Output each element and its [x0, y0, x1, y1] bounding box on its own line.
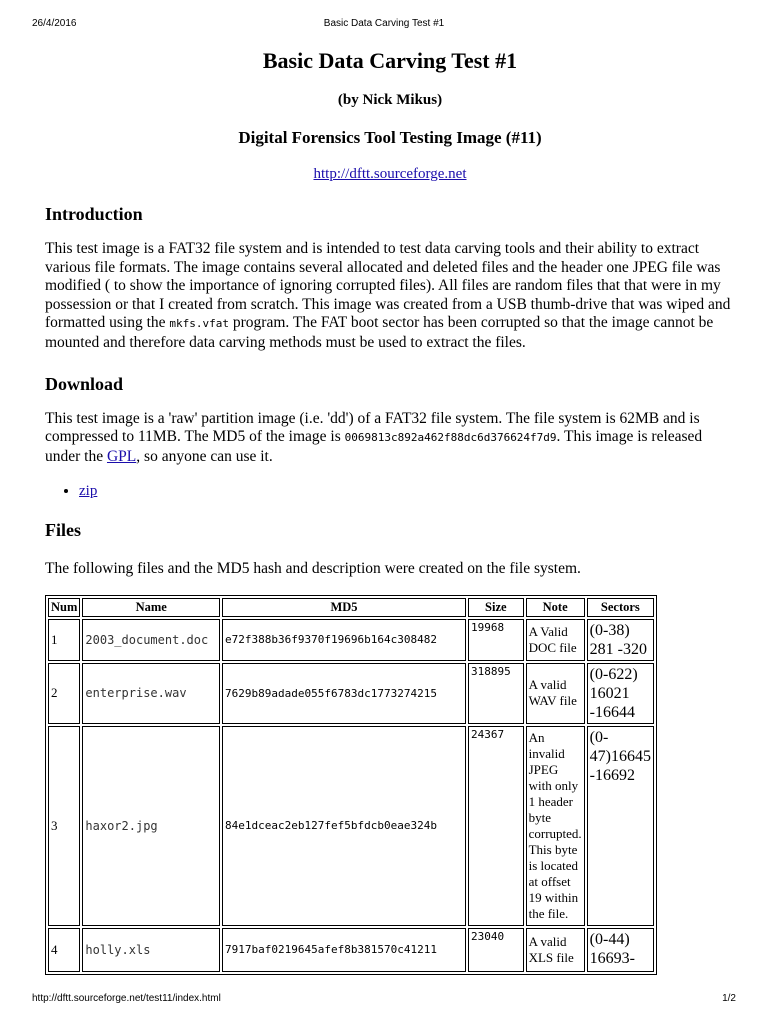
- subtitle: Digital Forensics Tool Testing Image (#11): [238, 128, 542, 147]
- column-header-sectors: Sectors: [587, 598, 654, 617]
- column-header-size: Size: [468, 598, 524, 617]
- intro-text-1: This test image is a FAT32 file system and is intended to test data carving tools and their ability to extract various file formats. The image contains several allocated and deleted files and the header one JPEG file was modified ( to show the importance of ignoring corrupted files). All files are random files that that were in my possession or that I created from scratch. This image was created from a USB thumb-drive that was wiped and formatted using the: [45, 240, 731, 332]
- download-paragraph: [45, 410, 735, 467]
- cell-sectors: (0-47)16645 -16692: [587, 726, 654, 926]
- page-number: 1/2: [722, 993, 736, 1004]
- cell-md5: 7629b89adade055f6783dc1773274215: [222, 663, 466, 724]
- list-item: [79, 481, 735, 501]
- files-table: [45, 595, 657, 975]
- table-row: [48, 928, 654, 972]
- print-header: [32, 18, 736, 32]
- table-header-row: [48, 598, 654, 617]
- download-text-1: This test image is a 'raw' partition image (i.e. 'dd') of a FAT32 file system. The file system is 62MB and is compressed to 11MB. The MD5 of the image is: [45, 409, 700, 446]
- print-title: Basic Data Carving Test #1: [323, 18, 445, 29]
- cell-num: 2: [48, 663, 80, 724]
- cell-name: 2003_document.doc: [82, 619, 220, 661]
- cell-name: holly.xls: [82, 928, 220, 972]
- image-md5: 0069813c892a462f88dc6d376624f7d9: [344, 431, 557, 445]
- files-intro: The following files and the MD5 hash and description were created on the file system.: [45, 560, 581, 578]
- cell-md5: e72f388b36f9370f19696b164c308482: [222, 619, 466, 661]
- print-footer: [32, 993, 736, 1007]
- cell-num: 3: [48, 726, 80, 926]
- files-heading: Files: [45, 520, 81, 541]
- download-list: [45, 481, 735, 501]
- cell-name: haxor2.jpg: [82, 726, 220, 926]
- cell-sectors: (0-38) 281 -320: [587, 619, 654, 661]
- cell-sectors: (0-622) 16021 -16644: [587, 663, 654, 724]
- column-header-num: Num: [48, 598, 80, 617]
- site-link[interactable]: http://dftt.sourceforge.net: [313, 166, 467, 182]
- column-header-md5: MD5: [222, 598, 466, 617]
- zip-link[interactable]: zip: [79, 483, 98, 500]
- cell-note: An invalid JPEG with only 1 header byte corrupted. This byte is located at offset 19 within the file.: [526, 726, 585, 926]
- table-row: [48, 663, 654, 724]
- intro-text-2: program. The FAT boot sector has been corrupted so that the image cannot be mounted and therefore data carving methods must be used to extract the files.: [45, 314, 714, 351]
- cell-name: enterprise.wav: [82, 663, 220, 724]
- document-body: [45, 44, 735, 975]
- introduction-heading: Introduction: [45, 204, 143, 224]
- cell-num: 1: [48, 619, 80, 661]
- gpl-link[interactable]: GPL: [106, 447, 137, 465]
- cell-note: A valid XLS file: [526, 928, 585, 972]
- cell-size: 24367: [468, 726, 524, 926]
- cell-size: 23040: [468, 928, 524, 972]
- table-row: [48, 726, 654, 926]
- print-date: 26/4/2016: [32, 18, 77, 29]
- mkfs-code: mkfs.vfat: [169, 317, 230, 331]
- table-row: [48, 619, 654, 661]
- cell-sectors: (0-44) 16693-: [587, 928, 654, 972]
- download-text-3: , so anyone can use it.: [136, 447, 273, 465]
- introduction-paragraph: [45, 240, 735, 353]
- print-url: http://dftt.sourceforge.net/test11/index.html: [32, 993, 221, 1004]
- cell-num: 4: [48, 928, 80, 972]
- cell-note: A valid WAV file: [526, 663, 585, 724]
- cell-size: 19968: [468, 619, 524, 661]
- cell-md5: 84e1dceac2eb127fef5bfdcb0eae324b: [222, 726, 466, 926]
- cell-size: 318895: [468, 663, 524, 724]
- cell-md5: 7917baf0219645afef8b381570c41211: [222, 928, 466, 972]
- page-title: Basic Data Carving Test #1: [262, 48, 518, 73]
- download-text-2: . This image is released under the: [45, 428, 703, 465]
- cell-note: A Valid DOC file: [526, 619, 585, 661]
- column-header-name: Name: [82, 598, 220, 617]
- download-heading: Download: [45, 373, 124, 394]
- author-line: (by Nick Mikus): [337, 92, 443, 108]
- column-header-note: Note: [526, 598, 585, 617]
